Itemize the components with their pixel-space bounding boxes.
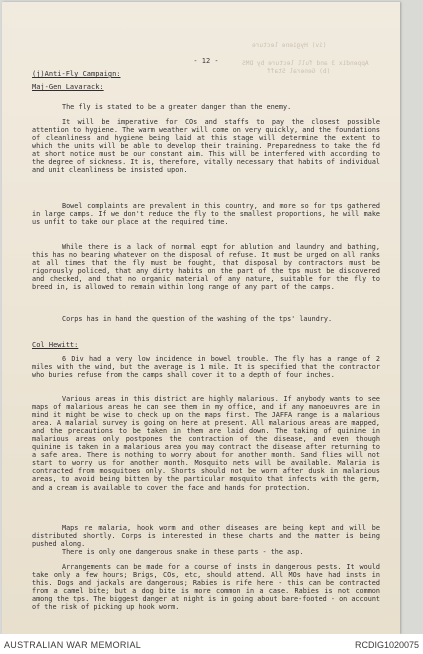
archive-footer [0,634,423,654]
speaker-heading-hewitt: Col Hewitt: [32,341,79,349]
page-number: - 12 - [193,57,219,65]
document-page [2,2,400,634]
bleed-through-text: Appendix 3 and full lecture by DMS [242,60,369,67]
section-heading: (j)Anti-Fly Campaign: [32,70,121,78]
paragraph: Corps has in hand the question of the washing of the tps' laundry. [62,315,333,323]
paragraph: There is only one dangerous snake in these parts - the asp. [62,548,304,556]
bleed-through-text: (b) General Staff [267,68,331,75]
paragraph: The fly is stated to be a greater danger than the enemy. [62,103,292,111]
speaker-heading-lavarack: Maj-Gen Lavarack: [32,83,104,91]
paragraph: Arrangements can be made for a course of insts in dangerous pests. It would take only a few hours; Brigs, COs, etc, should attend. All MOs have had insts in this. Dogs and jackals are dangerous; Rabies is rife here - this can be contracted from a camel bite; but a dog bite is more common in a case. Rabies is not common among the tps. The biggest danger at night is in going about bare-footed - on account of the risk of picking up hook worm. [32,563,380,612]
paragraph: 6 Div had a very low incidence in bowel trouble. The fly has a range of 2 miles with the wind, but the average is 1 mile. It is specified that the contractor who buries refuse from the camps shall cover it to a depth of four inches. [32,355,380,380]
paragraph: Various areas in this district are highly malarious. If anybody wants to see maps of malarious areas he can see them in my office, and if any manoeuvres are in mind it might be wise to check up on the maps first. The JAFFA range is a malarious area. A malarial survey is going on here at present. All malarious areas are mapped, and the precautions to be taken in them are laid down. The taking of quinine in malarious areas only postpones the contraction of the disease, and even though quinine is taken in a malarious area you may contract the disease after returning to a safe area. There is nothing to worry about for another month. Sand flies will not start to worry us for another month. Mosquito nets will be available. Malaria is contracted from mosquitoes only. Shorts should not be worn after dusk in malarious areas, to avoid being bitten by the particular mosquito that infects with the germ, and a cream is available to cover the face and hands for protection. [32,395,380,492]
paragraph: Bowel complaints are prevalent in this country, and more so for tps gathered in large camps. If we don't reduce the fly to the smallest proportions, he will make us unfit to take our place at the required time. [32,202,380,227]
paragraph: While there is a lack of normal eqpt for ablution and laundry and bathing, this has no bearing whatever on the disposal of refuse. It must be urged on all ranks at all times that the fly must be fought, that disposal by contractors must be rigorously policed, that any dirty habits on the part of the tps must be discovered and checked, and that no organic material of any nature, suitable for the fly to breed in, is allowed to remain within long range of any part of the camps. [32,243,380,292]
bleed-through-text: (iv) Hygiene lecture [252,42,327,49]
paragraph: Maps re malaria, hook worm and other diseases are being kept and will be distributed shortly. Corps is interested in these charts and the matter is being pushed along. [32,524,380,549]
record-id: RCDIG1020075 [354,640,419,650]
paragraph: It will be imperative for COs and staffs to pay the closest possible attention to hygiene. The warm weather will come on very quickly, and the foundations of cleanliness and hygiene being laid at this stage will determine the extent to which the units will be able to develop their training. Preparedness to take the fd at short notice must be our constant aim. This will be interfered with according to the degree of sickness. It is, therefore, vitally necessary that habits of individual and unit cleanliness be insisted upon. [32,118,380,175]
archive-name: AUSTRALIAN WAR MEMORIAL [4,640,142,650]
